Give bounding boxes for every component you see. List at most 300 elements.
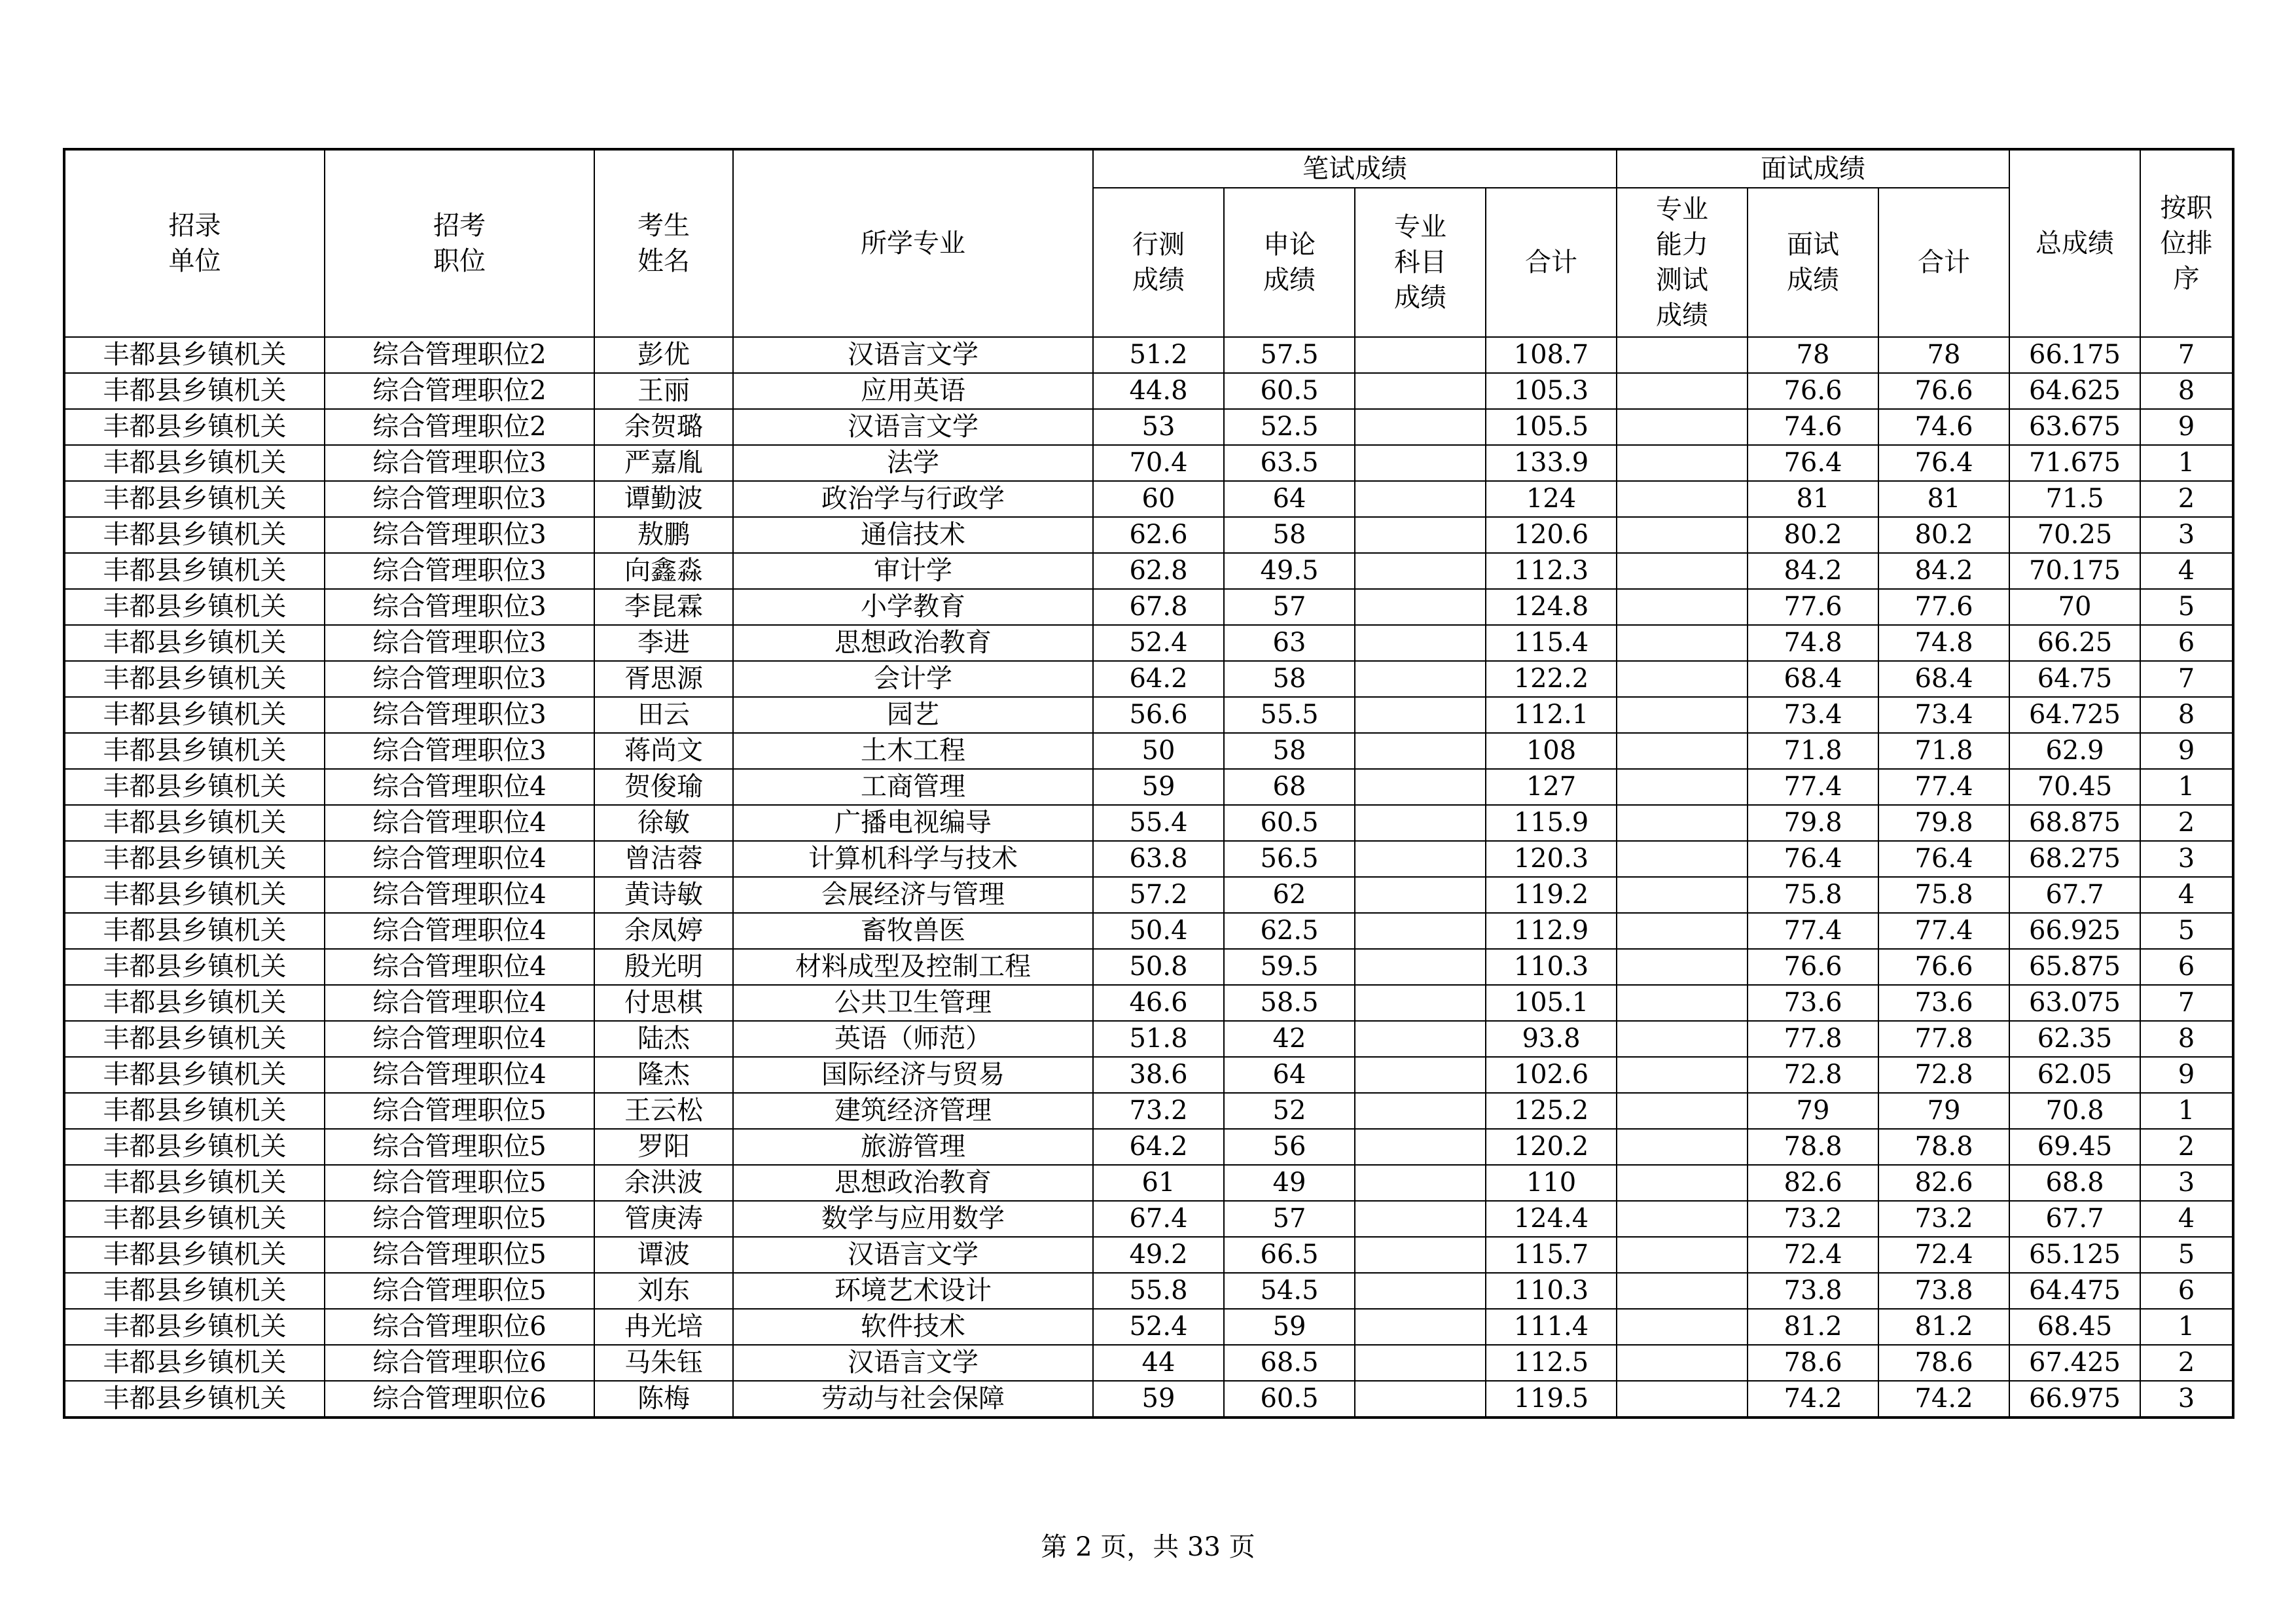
- cell-ability: [1617, 625, 1748, 661]
- cell-shenlun: 55.5: [1224, 697, 1355, 733]
- cell-subject: [1355, 1345, 1486, 1381]
- cell-name: 田云: [594, 697, 733, 733]
- cell-written-total: 122.2: [1486, 661, 1617, 697]
- cell-shenlun: 52.5: [1224, 409, 1355, 445]
- cell-written-total: 120.6: [1486, 517, 1617, 553]
- cell-position: 综合管理职位4: [325, 805, 594, 841]
- cell-shenlun: 56: [1224, 1129, 1355, 1165]
- table-row: [64, 337, 2233, 373]
- cell-position: 综合管理职位6: [325, 1309, 594, 1345]
- cell-unit: 丰都县乡镇机关: [64, 1057, 325, 1093]
- cell-ability: [1617, 1093, 1748, 1129]
- header-unit: 招录 单位: [64, 149, 325, 337]
- cell-rank: 4: [2140, 877, 2233, 913]
- cell-rank: 9: [2140, 409, 2233, 445]
- table-row: [64, 1093, 2233, 1129]
- header-row-1: [64, 149, 2233, 188]
- cell-shenlun: 58: [1224, 517, 1355, 553]
- cell-interview: 80.2: [1748, 517, 1878, 553]
- table-row: [64, 985, 2233, 1021]
- header-rank: 按职 位排 序: [2140, 149, 2233, 337]
- cell-unit: 丰都县乡镇机关: [64, 625, 325, 661]
- cell-position: 综合管理职位2: [325, 373, 594, 409]
- cell-subject: [1355, 769, 1486, 805]
- cell-written-total: 108.7: [1486, 337, 1617, 373]
- cell-interview: 76.4: [1748, 841, 1878, 877]
- cell-interview: 79: [1748, 1093, 1878, 1129]
- cell-major: 环境艺术设计: [733, 1273, 1093, 1309]
- cell-ability: [1617, 1345, 1748, 1381]
- cell-rank: 8: [2140, 373, 2233, 409]
- cell-total: 62.9: [2009, 733, 2140, 769]
- cell-ability: [1617, 733, 1748, 769]
- cell-total: 65.875: [2009, 949, 2140, 985]
- cell-interview-total: 73.2: [1878, 1201, 2009, 1237]
- cell-rank: 8: [2140, 1021, 2233, 1057]
- cell-xingce: 55.8: [1093, 1273, 1224, 1309]
- cell-xingce: 55.4: [1093, 805, 1224, 841]
- cell-unit: 丰都县乡镇机关: [64, 1093, 325, 1129]
- cell-major: 工商管理: [733, 769, 1093, 805]
- cell-name: 徐敏: [594, 805, 733, 841]
- cell-interview: 78.8: [1748, 1129, 1878, 1165]
- cell-rank: 7: [2140, 985, 2233, 1021]
- cell-written-total: 112.3: [1486, 553, 1617, 589]
- cell-name: 贺俊瑜: [594, 769, 733, 805]
- cell-xingce: 51.8: [1093, 1021, 1224, 1057]
- table-row: [64, 1057, 2233, 1093]
- cell-subject: [1355, 949, 1486, 985]
- cell-shenlun: 49: [1224, 1165, 1355, 1201]
- cell-interview: 74.8: [1748, 625, 1878, 661]
- cell-interview: 68.4: [1748, 661, 1878, 697]
- cell-major: 畜牧兽医: [733, 913, 1093, 949]
- cell-xingce: 64.2: [1093, 661, 1224, 697]
- cell-major: 通信技术: [733, 517, 1093, 553]
- cell-subject: [1355, 661, 1486, 697]
- cell-name: 曾洁蓉: [594, 841, 733, 877]
- cell-interview-total: 71.8: [1878, 733, 2009, 769]
- cell-xingce: 59: [1093, 769, 1224, 805]
- cell-interview: 81.2: [1748, 1309, 1878, 1345]
- cell-shenlun: 60.5: [1224, 805, 1355, 841]
- cell-position: 综合管理职位5: [325, 1273, 594, 1309]
- cell-total: 69.45: [2009, 1129, 2140, 1165]
- cell-ability: [1617, 697, 1748, 733]
- cell-major: 思想政治教育: [733, 1165, 1093, 1201]
- cell-position: 综合管理职位2: [325, 409, 594, 445]
- cell-written-total: 110.3: [1486, 1273, 1617, 1309]
- cell-total: 68.275: [2009, 841, 2140, 877]
- cell-interview: 72.4: [1748, 1237, 1878, 1273]
- cell-major: 材料成型及控制工程: [733, 949, 1093, 985]
- cell-interview: 78.6: [1748, 1345, 1878, 1381]
- table-row: [64, 1273, 2233, 1309]
- table-row: [64, 841, 2233, 877]
- cell-position: 综合管理职位5: [325, 1129, 594, 1165]
- cell-major: 公共卫生管理: [733, 985, 1093, 1021]
- cell-interview-total: 74.6: [1878, 409, 2009, 445]
- cell-major: 土木工程: [733, 733, 1093, 769]
- cell-shenlun: 63: [1224, 625, 1355, 661]
- cell-total: 68.45: [2009, 1309, 2140, 1345]
- cell-total: 68.875: [2009, 805, 2140, 841]
- cell-xingce: 46.6: [1093, 985, 1224, 1021]
- cell-interview-total: 79.8: [1878, 805, 2009, 841]
- cell-written-total: 112.9: [1486, 913, 1617, 949]
- cell-xingce: 70.4: [1093, 445, 1224, 481]
- cell-total: 70.175: [2009, 553, 2140, 589]
- cell-unit: 丰都县乡镇机关: [64, 1309, 325, 1345]
- cell-ability: [1617, 1237, 1748, 1273]
- cell-unit: 丰都县乡镇机关: [64, 1273, 325, 1309]
- cell-shenlun: 57: [1224, 1201, 1355, 1237]
- cell-interview: 71.8: [1748, 733, 1878, 769]
- cell-written-total: 105.5: [1486, 409, 1617, 445]
- cell-shenlun: 58: [1224, 733, 1355, 769]
- cell-position: 综合管理职位4: [325, 1021, 594, 1057]
- cell-ability: [1617, 1021, 1748, 1057]
- cell-total: 64.475: [2009, 1273, 2140, 1309]
- cell-rank: 3: [2140, 1381, 2233, 1418]
- cell-major: 汉语言文学: [733, 409, 1093, 445]
- cell-shenlun: 60.5: [1224, 1381, 1355, 1418]
- cell-subject: [1355, 1057, 1486, 1093]
- cell-interview: 76.6: [1748, 949, 1878, 985]
- cell-written-total: 124.8: [1486, 589, 1617, 625]
- cell-total: 66.25: [2009, 625, 2140, 661]
- cell-position: 综合管理职位3: [325, 625, 594, 661]
- cell-interview: 82.6: [1748, 1165, 1878, 1201]
- cell-major: 数学与应用数学: [733, 1201, 1093, 1237]
- table-row: [64, 949, 2233, 985]
- cell-rank: 6: [2140, 1273, 2233, 1309]
- cell-rank: 3: [2140, 841, 2233, 877]
- cell-ability: [1617, 1057, 1748, 1093]
- cell-rank: 3: [2140, 517, 2233, 553]
- table-row: [64, 481, 2233, 517]
- cell-ability: [1617, 445, 1748, 481]
- cell-name: 严嘉胤: [594, 445, 733, 481]
- table-row: [64, 445, 2233, 481]
- cell-interview-total: 68.4: [1878, 661, 2009, 697]
- cell-position: 综合管理职位2: [325, 337, 594, 373]
- cell-interview-total: 78.8: [1878, 1129, 2009, 1165]
- cell-name: 管庚涛: [594, 1201, 733, 1237]
- cell-rank: 7: [2140, 661, 2233, 697]
- cell-written-total: 93.8: [1486, 1021, 1617, 1057]
- cell-subject: [1355, 985, 1486, 1021]
- cell-xingce: 56.6: [1093, 697, 1224, 733]
- cell-unit: 丰都县乡镇机关: [64, 1345, 325, 1381]
- cell-name: 罗阳: [594, 1129, 733, 1165]
- cell-interview: 79.8: [1748, 805, 1878, 841]
- cell-rank: 2: [2140, 481, 2233, 517]
- cell-subject: [1355, 1201, 1486, 1237]
- cell-major: 汉语言文学: [733, 337, 1093, 373]
- table-row: [64, 1129, 2233, 1165]
- table-row: [64, 1345, 2233, 1381]
- cell-unit: 丰都县乡镇机关: [64, 1021, 325, 1057]
- cell-position: 综合管理职位5: [325, 1237, 594, 1273]
- cell-shenlun: 59.5: [1224, 949, 1355, 985]
- cell-name: 敖鹏: [594, 517, 733, 553]
- cell-unit: 丰都县乡镇机关: [64, 697, 325, 733]
- cell-total: 70.8: [2009, 1093, 2140, 1129]
- cell-position: 综合管理职位6: [325, 1381, 594, 1418]
- cell-interview-total: 78.6: [1878, 1345, 2009, 1381]
- cell-ability: [1617, 985, 1748, 1021]
- header-total: 总成绩: [2009, 149, 2140, 337]
- cell-shenlun: 62: [1224, 877, 1355, 913]
- cell-name: 隆杰: [594, 1057, 733, 1093]
- cell-rank: 6: [2140, 949, 2233, 985]
- cell-position: 综合管理职位3: [325, 697, 594, 733]
- cell-shenlun: 58.5: [1224, 985, 1355, 1021]
- cell-name: 王丽: [594, 373, 733, 409]
- cell-unit: 丰都县乡镇机关: [64, 373, 325, 409]
- cell-position: 综合管理职位4: [325, 985, 594, 1021]
- cell-unit: 丰都县乡镇机关: [64, 1201, 325, 1237]
- cell-unit: 丰都县乡镇机关: [64, 661, 325, 697]
- cell-name: 谭勤波: [594, 481, 733, 517]
- cell-unit: 丰都县乡镇机关: [64, 805, 325, 841]
- cell-position: 综合管理职位3: [325, 589, 594, 625]
- cell-unit: 丰都县乡镇机关: [64, 949, 325, 985]
- cell-ability: [1617, 877, 1748, 913]
- cell-ability: [1617, 1165, 1748, 1201]
- table-row: [64, 733, 2233, 769]
- cell-shenlun: 66.5: [1224, 1237, 1355, 1273]
- cell-ability: [1617, 841, 1748, 877]
- cell-major: 旅游管理: [733, 1129, 1093, 1165]
- cell-subject: [1355, 733, 1486, 769]
- cell-name: 刘东: [594, 1273, 733, 1309]
- cell-ability: [1617, 913, 1748, 949]
- cell-ability: [1617, 1129, 1748, 1165]
- cell-shenlun: 57: [1224, 589, 1355, 625]
- cell-name: 陆杰: [594, 1021, 733, 1057]
- cell-xingce: 59: [1093, 1381, 1224, 1418]
- cell-ability: [1617, 805, 1748, 841]
- table-row: [64, 625, 2233, 661]
- cell-xingce: 67.4: [1093, 1201, 1224, 1237]
- cell-name: 冉光培: [594, 1309, 733, 1345]
- cell-rank: 5: [2140, 913, 2233, 949]
- cell-interview: 75.8: [1748, 877, 1878, 913]
- cell-interview: 74.2: [1748, 1381, 1878, 1418]
- cell-written-total: 110.3: [1486, 949, 1617, 985]
- cell-written-total: 120.3: [1486, 841, 1617, 877]
- cell-interview-total: 72.8: [1878, 1057, 2009, 1093]
- cell-interview-total: 81: [1878, 481, 2009, 517]
- cell-name: 马朱钰: [594, 1345, 733, 1381]
- cell-subject: [1355, 409, 1486, 445]
- cell-interview: 72.8: [1748, 1057, 1878, 1093]
- cell-position: 综合管理职位4: [325, 841, 594, 877]
- cell-total: 68.8: [2009, 1165, 2140, 1201]
- cell-written-total: 112.1: [1486, 697, 1617, 733]
- cell-subject: [1355, 877, 1486, 913]
- cell-major: 审计学: [733, 553, 1093, 589]
- cell-shenlun: 57.5: [1224, 337, 1355, 373]
- cell-interview-total: 73.8: [1878, 1273, 2009, 1309]
- cell-interview: 77.4: [1748, 913, 1878, 949]
- cell-major: 建筑经济管理: [733, 1093, 1093, 1129]
- cell-unit: 丰都县乡镇机关: [64, 337, 325, 373]
- header-name: 考生 姓名: [594, 149, 733, 337]
- cell-position: 综合管理职位3: [325, 553, 594, 589]
- cell-unit: 丰都县乡镇机关: [64, 841, 325, 877]
- header-subject: 专业 科目 成绩: [1355, 188, 1486, 337]
- cell-written-total: 133.9: [1486, 445, 1617, 481]
- cell-interview-total: 76.6: [1878, 949, 2009, 985]
- cell-unit: 丰都县乡镇机关: [64, 877, 325, 913]
- cell-position: 综合管理职位4: [325, 1057, 594, 1093]
- table-row: [64, 373, 2233, 409]
- cell-shenlun: 68.5: [1224, 1345, 1355, 1381]
- cell-interview-total: 77.4: [1878, 913, 2009, 949]
- cell-written-total: 124: [1486, 481, 1617, 517]
- table-row: [64, 697, 2233, 733]
- cell-subject: [1355, 1309, 1486, 1345]
- cell-unit: 丰都县乡镇机关: [64, 589, 325, 625]
- cell-name: 胥思源: [594, 661, 733, 697]
- cell-total: 70: [2009, 589, 2140, 625]
- cell-interview: 73.8: [1748, 1273, 1878, 1309]
- cell-total: 64.625: [2009, 373, 2140, 409]
- cell-name: 王云松: [594, 1093, 733, 1129]
- cell-total: 66.925: [2009, 913, 2140, 949]
- cell-name: 向鑫淼: [594, 553, 733, 589]
- cell-interview-total: 72.4: [1878, 1237, 2009, 1273]
- cell-position: 综合管理职位3: [325, 481, 594, 517]
- cell-unit: 丰都县乡镇机关: [64, 913, 325, 949]
- cell-interview: 81: [1748, 481, 1878, 517]
- cell-subject: [1355, 589, 1486, 625]
- cell-major: 法学: [733, 445, 1093, 481]
- cell-ability: [1617, 553, 1748, 589]
- cell-total: 67.425: [2009, 1345, 2140, 1381]
- cell-total: 64.725: [2009, 697, 2140, 733]
- cell-total: 62.05: [2009, 1057, 2140, 1093]
- cell-written-total: 111.4: [1486, 1309, 1617, 1345]
- cell-xingce: 62.6: [1093, 517, 1224, 553]
- cell-unit: 丰都县乡镇机关: [64, 985, 325, 1021]
- cell-subject: [1355, 1165, 1486, 1201]
- cell-rank: 1: [2140, 769, 2233, 805]
- cell-position: 综合管理职位6: [325, 1345, 594, 1381]
- header-ability: 专业 能力 测试 成绩: [1617, 188, 1748, 337]
- cell-interview: 73.2: [1748, 1201, 1878, 1237]
- cell-position: 综合管理职位5: [325, 1201, 594, 1237]
- cell-rank: 9: [2140, 733, 2233, 769]
- cell-ability: [1617, 1381, 1748, 1418]
- table-row: [64, 553, 2233, 589]
- cell-interview-total: 73.6: [1878, 985, 2009, 1021]
- cell-major: 汉语言文学: [733, 1345, 1093, 1381]
- cell-unit: 丰都县乡镇机关: [64, 1237, 325, 1273]
- cell-rank: 4: [2140, 553, 2233, 589]
- cell-major: 会展经济与管理: [733, 877, 1093, 913]
- cell-xingce: 53: [1093, 409, 1224, 445]
- cell-xingce: 44: [1093, 1345, 1224, 1381]
- cell-total: 64.75: [2009, 661, 2140, 697]
- cell-ability: [1617, 481, 1748, 517]
- cell-rank: 2: [2140, 805, 2233, 841]
- cell-xingce: 57.2: [1093, 877, 1224, 913]
- cell-interview-total: 81.2: [1878, 1309, 2009, 1345]
- cell-shenlun: 58: [1224, 661, 1355, 697]
- cell-written-total: 125.2: [1486, 1093, 1617, 1129]
- table-row: [64, 1021, 2233, 1057]
- cell-major: 思想政治教育: [733, 625, 1093, 661]
- cell-interview-total: 79: [1878, 1093, 2009, 1129]
- cell-written-total: 119.5: [1486, 1381, 1617, 1418]
- cell-interview-total: 76.6: [1878, 373, 2009, 409]
- cell-unit: 丰都县乡镇机关: [64, 733, 325, 769]
- cell-unit: 丰都县乡镇机关: [64, 1165, 325, 1201]
- header-interview-group: 面试成绩: [1617, 149, 2009, 188]
- cell-written-total: 127: [1486, 769, 1617, 805]
- cell-subject: [1355, 1129, 1486, 1165]
- cell-written-total: 112.5: [1486, 1345, 1617, 1381]
- cell-name: 蒋尚文: [594, 733, 733, 769]
- table-row: [64, 409, 2233, 445]
- cell-total: 70.45: [2009, 769, 2140, 805]
- cell-total: 67.7: [2009, 1201, 2140, 1237]
- cell-shenlun: 64: [1224, 1057, 1355, 1093]
- cell-xingce: 50: [1093, 733, 1224, 769]
- cell-xingce: 67.8: [1093, 589, 1224, 625]
- cell-total: 70.25: [2009, 517, 2140, 553]
- cell-xingce: 60: [1093, 481, 1224, 517]
- cell-interview: 73.6: [1748, 985, 1878, 1021]
- cell-shenlun: 49.5: [1224, 553, 1355, 589]
- header-written-total: 合计: [1486, 188, 1617, 337]
- cell-subject: [1355, 1273, 1486, 1309]
- cell-total: 71.675: [2009, 445, 2140, 481]
- page-footer: 第 2 页，共 33 页: [1041, 1532, 1255, 1562]
- cell-rank: 8: [2140, 697, 2233, 733]
- cell-position: 综合管理职位3: [325, 445, 594, 481]
- cell-interview: 76.6: [1748, 373, 1878, 409]
- cell-xingce: 64.2: [1093, 1129, 1224, 1165]
- cell-major: 英语（师范）: [733, 1021, 1093, 1057]
- cell-name: 余洪波: [594, 1165, 733, 1201]
- cell-written-total: 110: [1486, 1165, 1617, 1201]
- cell-interview: 77.8: [1748, 1021, 1878, 1057]
- cell-xingce: 50.4: [1093, 913, 1224, 949]
- cell-interview-total: 76.4: [1878, 841, 2009, 877]
- cell-shenlun: 64: [1224, 481, 1355, 517]
- cell-xingce: 52.4: [1093, 625, 1224, 661]
- cell-major: 广播电视编导: [733, 805, 1093, 841]
- table-row: [64, 661, 2233, 697]
- cell-written-total: 108: [1486, 733, 1617, 769]
- cell-major: 应用英语: [733, 373, 1093, 409]
- table-row: [64, 769, 2233, 805]
- cell-name: 余贺璐: [594, 409, 733, 445]
- cell-major: 园艺: [733, 697, 1093, 733]
- cell-ability: [1617, 517, 1748, 553]
- cell-subject: [1355, 553, 1486, 589]
- cell-interview-total: 76.4: [1878, 445, 2009, 481]
- cell-unit: 丰都县乡镇机关: [64, 445, 325, 481]
- score-table: [63, 148, 2234, 1419]
- cell-interview: 76.4: [1748, 445, 1878, 481]
- cell-shenlun: 56.5: [1224, 841, 1355, 877]
